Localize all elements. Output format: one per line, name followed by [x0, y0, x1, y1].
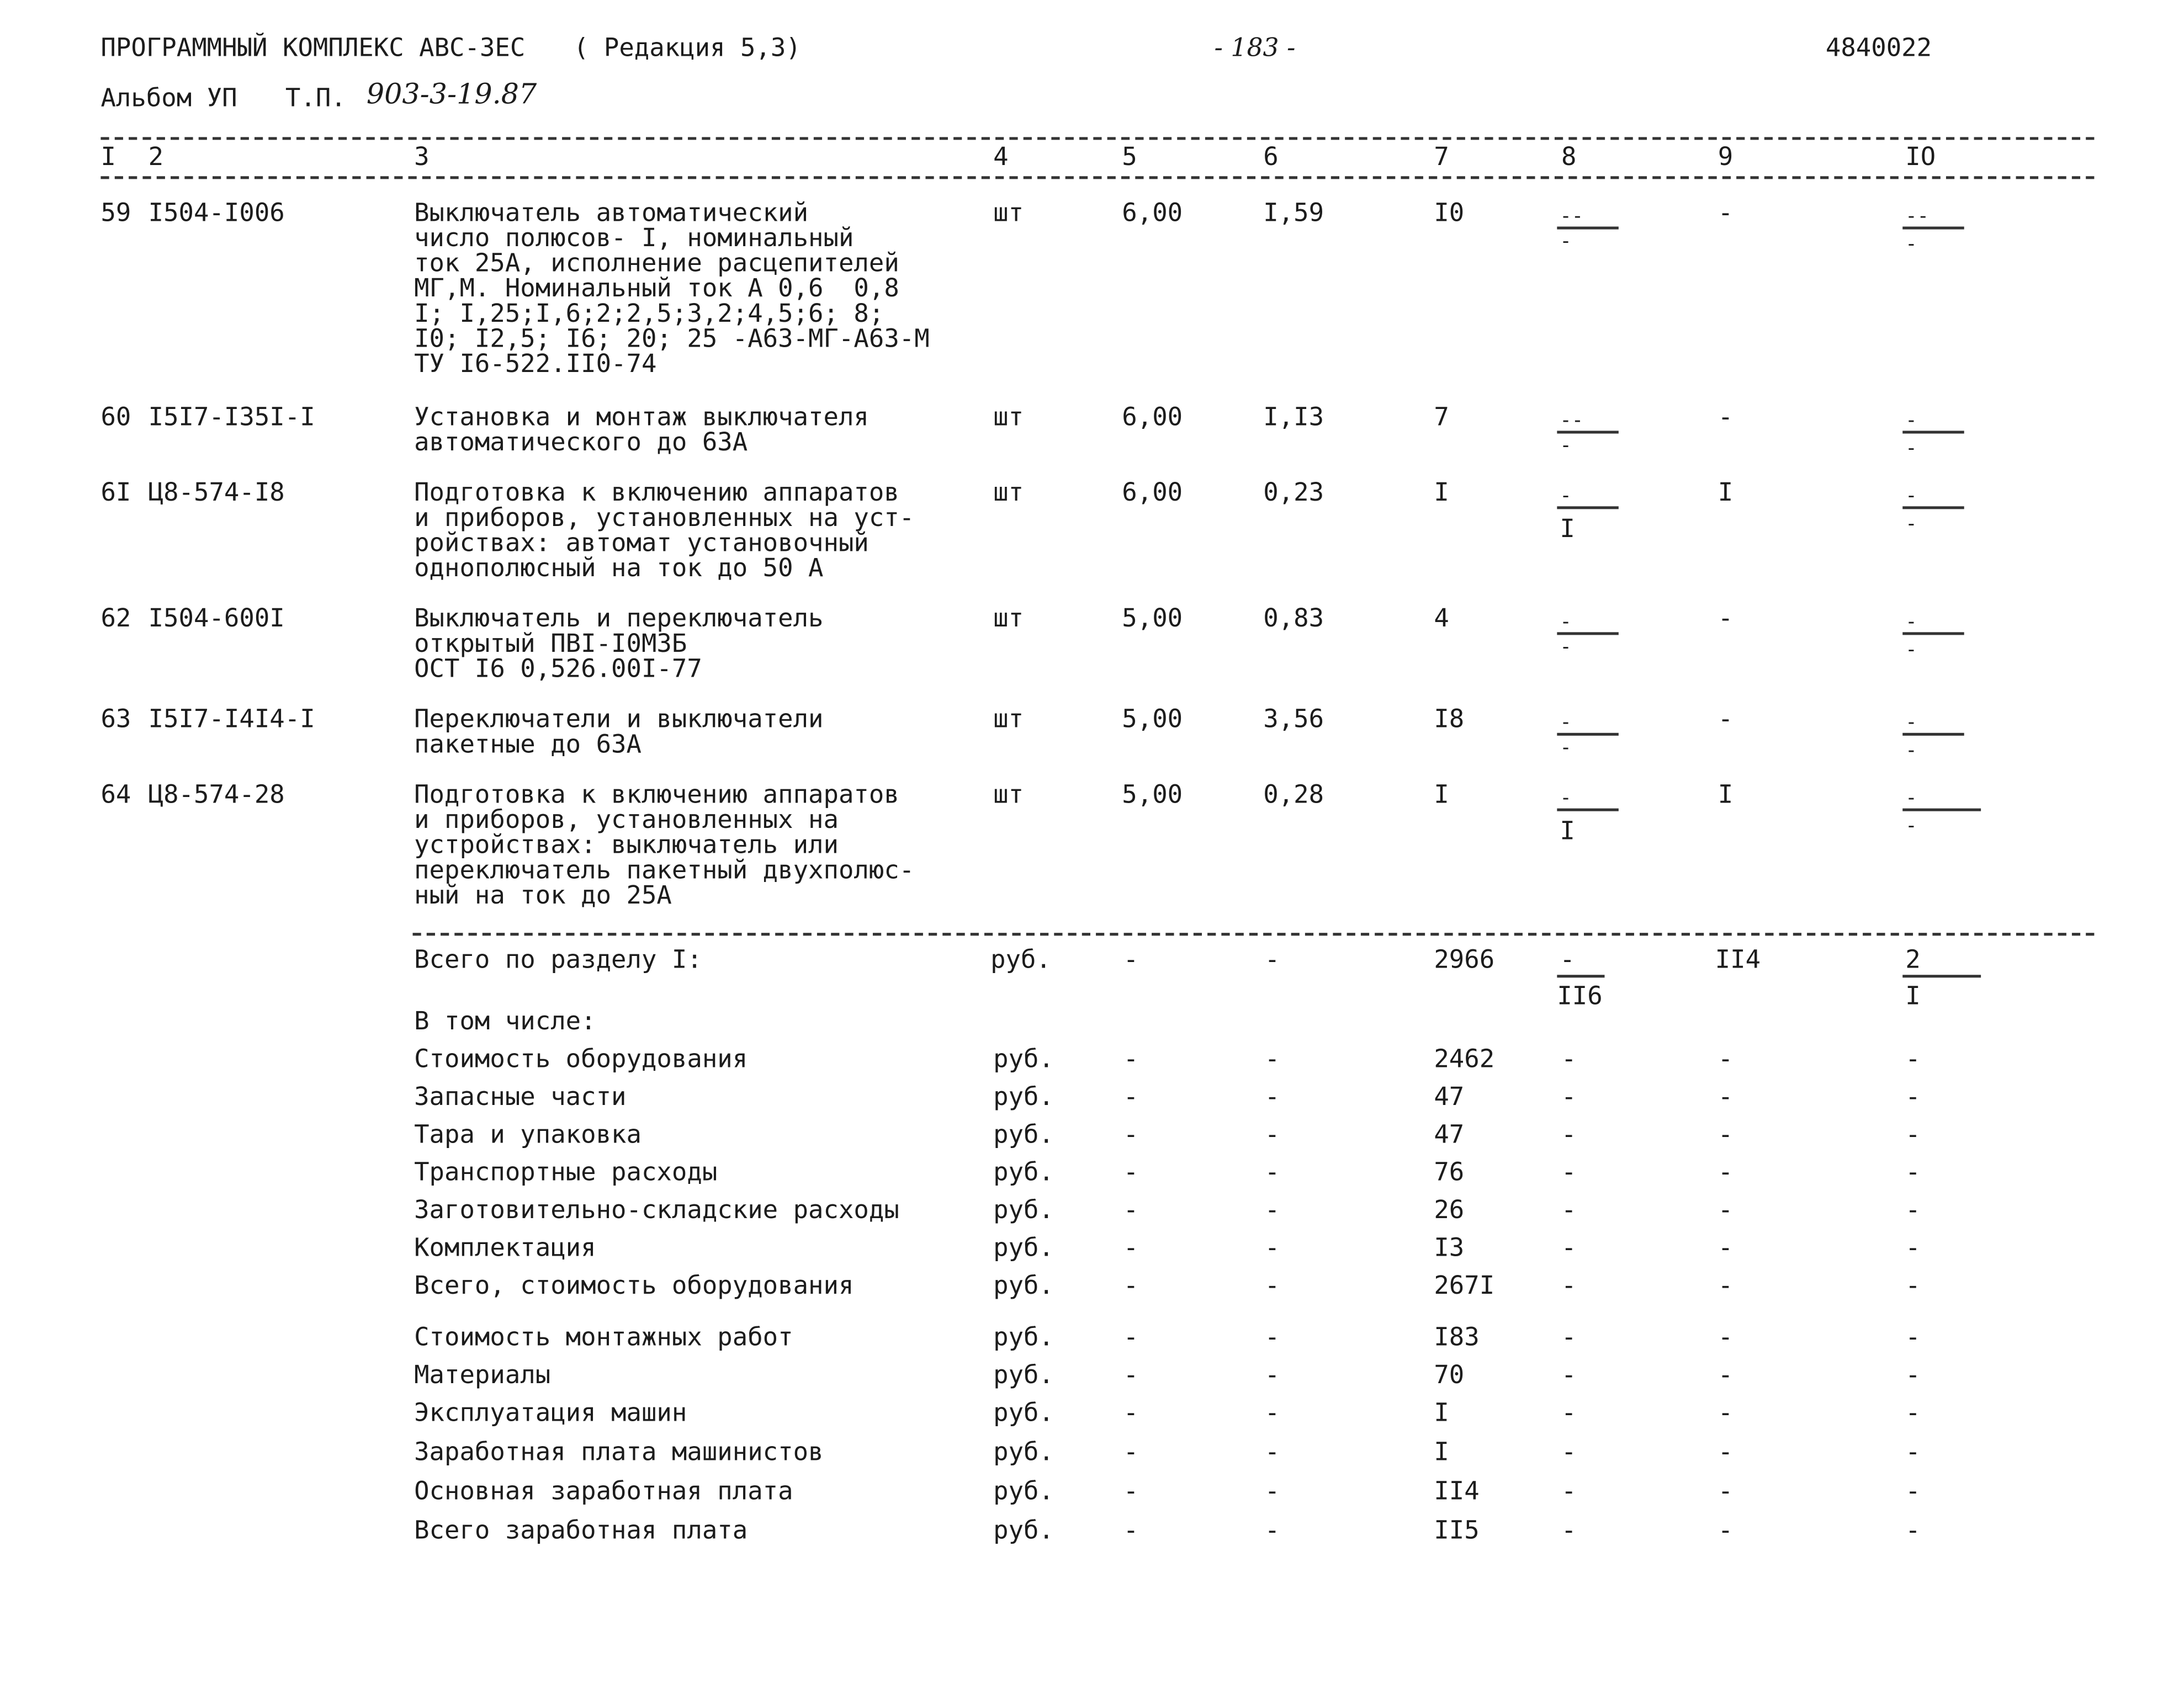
breakdown-col7: 76 [1434, 1158, 1465, 1188]
row-number: 6I [100, 478, 131, 508]
column-header-1: I [100, 142, 116, 172]
breakdown-unit: руб. [993, 1516, 1054, 1546]
breakdown-col10: - [1905, 1044, 1921, 1075]
row-col10-top: - [1905, 711, 1917, 735]
totals-col8-fraction-line [1557, 975, 1604, 977]
column-header-7: 7 [1434, 142, 1449, 172]
row-col8-top: - [1560, 787, 1572, 810]
breakdown-col7: 70 [1434, 1361, 1465, 1390]
row-col8-top: -- [1560, 410, 1584, 433]
breakdown-col5: - [1123, 1158, 1139, 1188]
breakdown-unit: руб. [993, 1120, 1054, 1150]
breakdown-col7: 47 [1434, 1120, 1465, 1150]
row-col10-bottom: - [1905, 740, 1917, 763]
breakdown-unit: руб. [993, 1323, 1054, 1353]
page-number: - 183 - [1214, 33, 1296, 63]
column-header-2: 2 [148, 142, 164, 172]
breakdown-col10: - [1905, 1476, 1921, 1507]
breakdown-col9: - [1717, 1361, 1734, 1390]
breakdown-unit: руб. [993, 1195, 1054, 1225]
tp-number: 903-3-19.87 [366, 77, 537, 111]
row-code: I5I7-I35I-I [148, 402, 315, 433]
breakdown-col9: - [1717, 1516, 1734, 1546]
breakdown-col7: I [1434, 1399, 1449, 1428]
row-col10-top: -- [1905, 205, 1929, 229]
row-col9: I [1717, 780, 1734, 810]
program-title: ПРОГРАММНЫЙ КОМПЛЕКС АВС-ЗЕС [100, 33, 526, 63]
breakdown-col7: II4 [1434, 1476, 1480, 1507]
breakdown-col6: - [1264, 1437, 1280, 1468]
row-col10-top: - [1905, 410, 1917, 433]
breakdown-col5: - [1123, 1516, 1139, 1546]
row-col6: 0,83 [1263, 604, 1324, 634]
row-unit: шт [993, 604, 1024, 634]
row-number: 62 [100, 604, 131, 634]
breakdown-col7: 26 [1434, 1195, 1465, 1225]
breakdown-col6: - [1264, 1271, 1280, 1301]
row-col10-bottom: - [1905, 815, 1917, 838]
breakdown-col6: - [1264, 1044, 1280, 1075]
row-number: 59 [100, 198, 131, 229]
breakdown-col10: - [1905, 1516, 1921, 1546]
breakdown-label: Основная заработная плата [414, 1476, 793, 1507]
row-unit: шт [993, 478, 1024, 508]
breakdown-col8: - [1561, 1120, 1577, 1150]
row-description: Подготовка к включению аппаратов и приборов, установленных на уст- ройствах: автомат установочный однополюсный на ток до 50 А [414, 478, 915, 583]
totals-col10-fraction-line [1902, 975, 1981, 977]
row-col9: - [1717, 705, 1734, 735]
row-col6: I,59 [1263, 198, 1324, 229]
breakdown-col10: - [1905, 1361, 1921, 1390]
row-col10-top: - [1905, 787, 1917, 810]
breakdown-label: Всего заработная плата [414, 1516, 748, 1546]
breakdown-col7: I [1434, 1437, 1449, 1468]
breakdown-col8: - [1561, 1195, 1577, 1225]
row-col6: 3,56 [1263, 705, 1324, 735]
breakdown-col8: - [1561, 1361, 1577, 1390]
breakdown-col10: - [1905, 1158, 1921, 1188]
row-col9: - [1717, 198, 1734, 229]
row-col8-bottom: - [1560, 636, 1572, 659]
totals-col10-top: 2 [1905, 945, 1921, 975]
edition-label: ( Редакция 5,3) [573, 33, 801, 63]
breakdown-col9: - [1717, 1437, 1734, 1468]
row-col5: 6,00 [1122, 198, 1183, 229]
row-number: 63 [100, 705, 131, 735]
header-bottom-rule [100, 176, 2094, 179]
breakdown-unit: руб. [993, 1361, 1054, 1390]
column-header-3: 3 [414, 142, 430, 172]
row-description: Подготовка к включению аппаратов и приборов, установленных на устройствах: выключатель или переключатель пакетный двухполюс- ный на ток до 25А [414, 780, 915, 911]
breakdown-col7: 2462 [1434, 1044, 1495, 1075]
breakdown-col10: - [1905, 1233, 1921, 1263]
row-col9: I [1717, 478, 1734, 508]
row-col10-bottom: - [1905, 438, 1917, 460]
breakdown-col7: I3 [1434, 1233, 1465, 1263]
row-col5: 6,00 [1122, 402, 1183, 433]
breakdown-col6: - [1264, 1323, 1280, 1353]
breakdown-label: Тара и упаковка [414, 1120, 642, 1150]
breakdown-col9: - [1717, 1082, 1734, 1112]
breakdown-col9: - [1717, 1233, 1734, 1263]
totals-col6: - [1264, 945, 1280, 975]
row-code: I5I7-I4I4-I [148, 705, 315, 735]
row-col7: I [1434, 780, 1449, 810]
breakdown-col6: - [1264, 1399, 1280, 1428]
breakdown-label: Материалы [414, 1361, 551, 1390]
breakdown-col9: - [1717, 1195, 1734, 1225]
row-number: 60 [100, 402, 131, 433]
row-col8-bottom: - [1560, 231, 1572, 253]
breakdown-unit: руб. [993, 1399, 1054, 1428]
row-col10-fraction-line [1902, 431, 1964, 433]
breakdown-col5: - [1123, 1476, 1139, 1507]
row-col10-bottom: - [1905, 639, 1917, 662]
totals-col8-bottom: II6 [1557, 981, 1603, 1012]
breakdown-unit: руб. [993, 1271, 1054, 1301]
breakdown-col10: - [1905, 1082, 1921, 1112]
header-top-rule [100, 137, 2094, 140]
row-col10-bottom: - [1905, 513, 1917, 536]
breakdown-col9: - [1717, 1399, 1734, 1428]
breakdown-unit: руб. [993, 1437, 1054, 1468]
row-col8-bottom: I [1560, 816, 1575, 847]
document-number: 4840022 [1825, 33, 1932, 63]
breakdown-col6: - [1264, 1361, 1280, 1390]
including-label: В том числе: [414, 1007, 596, 1037]
totals-col10-bottom: I [1905, 981, 1921, 1012]
breakdown-col6: - [1264, 1120, 1280, 1150]
breakdown-col8: - [1561, 1323, 1577, 1353]
row-code: I504-I006 [148, 198, 285, 229]
breakdown-col6: - [1264, 1476, 1280, 1507]
row-code: Ц8-574-I8 [148, 478, 285, 508]
row-unit: шт [993, 780, 1024, 810]
breakdown-unit: руб. [993, 1233, 1054, 1263]
breakdown-col5: - [1123, 1361, 1139, 1390]
row-description: Установка и монтаж выключателя автоматического до 63А [414, 402, 869, 458]
breakdown-unit: руб. [993, 1082, 1054, 1112]
totals-label: Всего по разделу I: [414, 945, 702, 975]
row-col10-fraction-line [1902, 227, 1964, 230]
breakdown-col5: - [1123, 1271, 1139, 1301]
breakdown-col7: 267I [1434, 1271, 1495, 1301]
column-header-9: 9 [1717, 142, 1734, 172]
breakdown-col8: - [1561, 1437, 1577, 1468]
breakdown-col9: - [1717, 1476, 1734, 1507]
row-col10-fraction-line [1902, 632, 1964, 635]
row-description: Выключатель автоматический число полюсов- I, номинальный ток 25А, исполнение расцепителей МГ,М. Номинальный ток А 0,6 0,8 I; I,25;I,6;2;2,5;3,2;4,5;6; 8; I0; I2,5; I6; 20; 25 -А63-МГ-А63-М ТУ I6-522.II0-74 [414, 198, 930, 379]
breakdown-col8: - [1561, 1158, 1577, 1188]
breakdown-col10: - [1905, 1399, 1921, 1428]
totals-rule [413, 933, 2095, 936]
row-col8-bottom: - [1560, 435, 1572, 458]
row-col7: 4 [1434, 604, 1449, 634]
row-col10-fraction-line [1902, 733, 1964, 736]
row-col10-top: - [1905, 611, 1917, 634]
breakdown-col5: - [1123, 1437, 1139, 1468]
breakdown-label: Запасные части [414, 1082, 627, 1112]
row-col8-bottom: I [1560, 514, 1575, 544]
totals-col5: - [1123, 945, 1139, 975]
breakdown-col6: - [1264, 1195, 1280, 1225]
row-col7: I [1434, 478, 1449, 508]
row-col10-fraction-line [1902, 506, 1964, 509]
column-header-8: 8 [1561, 142, 1577, 172]
row-col5: 5,00 [1122, 780, 1183, 810]
totals-col8-top: - [1560, 945, 1575, 975]
row-col5: 5,00 [1122, 604, 1183, 634]
row-unit: шт [993, 198, 1024, 229]
row-col6: 0,28 [1263, 780, 1324, 810]
breakdown-col9: - [1717, 1323, 1734, 1353]
breakdown-col6: - [1264, 1158, 1280, 1188]
breakdown-col9: - [1717, 1044, 1734, 1075]
column-header-4: 4 [993, 142, 1009, 172]
row-col7: I0 [1434, 198, 1465, 229]
breakdown-col7: II5 [1434, 1516, 1480, 1546]
column-header-5: 5 [1122, 142, 1137, 172]
breakdown-col10: - [1905, 1323, 1921, 1353]
breakdown-col8: - [1561, 1233, 1577, 1263]
column-header-6: 6 [1263, 142, 1279, 172]
row-code: Ц8-574-28 [148, 780, 285, 810]
breakdown-col8: - [1561, 1399, 1577, 1428]
row-col10-top: - [1905, 485, 1917, 508]
row-col8-fraction-line [1557, 809, 1618, 811]
breakdown-unit: руб. [993, 1044, 1054, 1075]
row-col7: 7 [1434, 402, 1449, 433]
breakdown-col5: - [1123, 1195, 1139, 1225]
breakdown-col10: - [1905, 1271, 1921, 1301]
breakdown-label: Комплектация [414, 1233, 596, 1263]
breakdown-unit: руб. [993, 1158, 1054, 1188]
breakdown-col7: I83 [1434, 1323, 1480, 1353]
breakdown-col6: - [1264, 1516, 1280, 1546]
row-unit: шт [993, 705, 1024, 735]
row-col7: I8 [1434, 705, 1465, 735]
breakdown-label: Заготовительно-складские расходы [414, 1195, 899, 1225]
breakdown-col8: - [1561, 1476, 1577, 1507]
row-col8-top: - [1560, 485, 1572, 508]
breakdown-col9: - [1717, 1120, 1734, 1150]
row-description: Выключатель и переключатель открытый ПВI-I0М3Б ОСТ I6 0,526.00I-77 [414, 604, 824, 684]
row-col5: 6,00 [1122, 478, 1183, 508]
breakdown-unit: руб. [993, 1476, 1054, 1507]
breakdown-col5: - [1123, 1233, 1139, 1263]
breakdown-label: Стоимость монтажных работ [414, 1323, 793, 1353]
breakdown-col10: - [1905, 1437, 1921, 1468]
breakdown-col5: - [1123, 1120, 1139, 1150]
breakdown-col6: - [1264, 1082, 1280, 1112]
breakdown-col8: - [1561, 1516, 1577, 1546]
row-col8-top: -- [1560, 205, 1584, 229]
totals-unit: руб. [990, 945, 1051, 975]
breakdown-col9: - [1717, 1158, 1734, 1188]
breakdown-label: Всего, стоимость оборудования [414, 1271, 854, 1301]
row-col6: 0,23 [1263, 478, 1324, 508]
breakdown-label: Стоимость оборудования [414, 1044, 748, 1075]
row-description: Переключатели и выключатели пакетные до 63А [414, 705, 824, 759]
row-col9: - [1717, 402, 1734, 433]
row-col8-top: - [1560, 711, 1572, 735]
breakdown-col7: 47 [1434, 1082, 1465, 1112]
breakdown-col8: - [1561, 1271, 1577, 1301]
row-col8-bottom: - [1560, 737, 1572, 759]
breakdown-col5: - [1123, 1399, 1139, 1428]
row-unit: шт [993, 402, 1024, 433]
totals-col7: 2966 [1434, 945, 1495, 975]
breakdown-col8: - [1561, 1044, 1577, 1075]
breakdown-label: Транспортные расходы [414, 1158, 718, 1188]
row-col5: 5,00 [1122, 705, 1183, 735]
breakdown-col5: - [1123, 1082, 1139, 1112]
row-col8-fraction-line [1557, 506, 1618, 509]
breakdown-label: Эксплуатация машин [414, 1399, 687, 1428]
breakdown-col10: - [1905, 1120, 1921, 1150]
breakdown-col5: - [1123, 1323, 1139, 1353]
breakdown-col5: - [1123, 1044, 1139, 1075]
tp-label: Т.П. [285, 84, 346, 114]
row-col8-top: - [1560, 611, 1572, 634]
row-number: 64 [100, 780, 131, 810]
row-col10-fraction-line [1902, 809, 1981, 811]
totals-col9: II4 [1715, 945, 1761, 975]
row-col6: I,I3 [1263, 402, 1324, 433]
breakdown-col9: - [1717, 1271, 1734, 1301]
row-code: I504-600I [148, 604, 285, 634]
album-label: Альбом УП [100, 84, 237, 114]
breakdown-label: Заработная плата машинистов [414, 1437, 824, 1468]
breakdown-col10: - [1905, 1195, 1921, 1225]
breakdown-col8: - [1561, 1082, 1577, 1112]
breakdown-col6: - [1264, 1233, 1280, 1263]
row-col10-bottom: - [1905, 233, 1917, 256]
row-col9: - [1717, 604, 1734, 634]
column-header-10: IO [1905, 142, 1936, 172]
